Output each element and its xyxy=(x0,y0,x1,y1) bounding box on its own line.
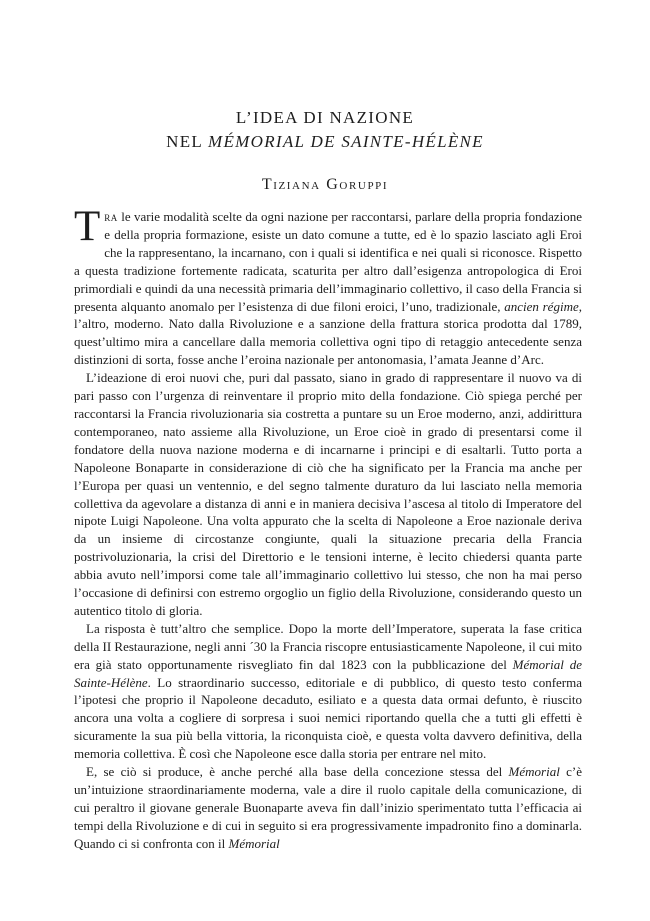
author-name: Tiziana Goruppi xyxy=(261,176,389,193)
paragraph-text: le varie modalità scelte da ogni nazione per raccontarsi, parlare della propria fondazione e della propria formazione, esiste un dato comune a tutte, ed è lo spazio lasciato agli Eroi che la rappresentano, la incarnano, con i quali si identifica e nei quali si riconosce. Rispetto a questa tradizione fortemente radicata, scaturita per altro dall’esigenza antropologica di Eroi primordiali e quindi da una necessità primaria dell’immaginario collettivo, il caso della Francia si presenta alquanto anomalo per l’esistenza di due filoni eroici, l’uno, tradizionale, xyxy=(74,209,582,314)
title-block xyxy=(0,106,650,194)
italic-text: Mémorial de Sainte-Hélène xyxy=(74,656,582,690)
paragraph-text: , l’altro, moderno. Nato dalla Rivoluzione e a sanzione della frattura storica prodotta dal 1789, quest’ultimo mira a cancellare dalla memoria collettiva ogni tipo di retaggio antecedente senza distinzioni di sorta, fosse anche l’eroina nazionale per antonomasia, l’amata Jeanne d’Arc. xyxy=(74,298,582,368)
drop-cap: T xyxy=(74,203,101,250)
paragraph-3 xyxy=(74,620,582,763)
paragraph-text: c’è un’intuizione straordinariamente moderna, vale a dire il ruolo capitale della comunicazione, di cui peraltro il giovane generale Buonaparte aveva fin dall’inizio sperimentato tutta l’efficacia ai tempi della Rivoluzione e di cui in seguito si era progressivamente impadronito fino a dominarla. Quando ci si confronta con il xyxy=(74,764,582,851)
title-line-2-italic: MÉMORIAL DE SAINTE-HÉLÈNE xyxy=(208,132,484,151)
lead-small-caps: ra xyxy=(104,209,118,224)
title-line-2-prefix: NEL xyxy=(166,132,209,151)
paragraph-text: L’ideazione di eroi nuovi che, puri dal passato, siano in grado di rappresentare il nuovo va di pari passo con l’urgenza di reinventare il proprio mito della fondazione. Ciò spiega perché per raccontarsi la Francia rivoluzionaria sia costretta a puntare su un Eroe moderno, anzi, addirittura contemporaneo, nato assieme alla Rivoluzione, un Eroe cioè in grado di presentarsi come il fondatore della nuova nazione moderna e di incarnarne i principi e di esaltarli. Tutto porta a Napoleone Bonaparte in considerazione di ciò che ha significato per la Francia ma anche per l’Europa per quasi un ventennio, e del segno talmente duraturo da lui lasciato nella memoria collettiva da agevolare a distanza di anni e in maniera decisiva l’ascesa al titolo di Imperatore del nipote Luigi Napoleone. Una volta appurato che la scelta di Napoleone a Eroe nazionale deriva da un insieme di circostanze congiunte, quali la situazione precaria della Francia postrivoluzionaria, la crisi del Direttorio e le tensioni interne, è lecito chiedersi quanta parte abbia avuto nell’imporsi come tale all’immaginario collettivo lui stesso, che non ha mai perso l’occasione di definirsi con estremo orgoglio un figlio della Rivoluzione, considerando questo un autentico titolo di gloria. xyxy=(74,370,582,618)
title-line-2 xyxy=(0,130,650,154)
paragraph-text: E, se ciò si produce, è anche perché alla base della concezione stessa del xyxy=(86,764,509,780)
italic-text: Mémorial xyxy=(508,764,560,780)
paragraph-text: La risposta è tutt’altro che semplice. Dopo la morte dell’Imperatore, superata la fase critica della II Restaurazione, negli anni ´30 la Francia riscopre entusiasticamente Napoleone, il cui mito era già stato opportunamente risvegliato fin dal 1823 con la pubblicazione del xyxy=(74,620,582,672)
paragraph-text: . Lo straordinario successo, editoriale e di pubblico, di questo testo conferma l’ipotesi che proprio il Napoleone decaduto, esiliato e a questa data ormai defunto, è riuscito ancora una volta a cogliere di sorpresa i suoi nemici riportando quella che a tutti gli effetti è sicuramente la sua più bella vittoria, la riconquista cioè, e questa volta davvero definitiva, della memoria collettiva. È così che Napoleone esce dalla storia per entrare nel mito. xyxy=(74,674,582,762)
italic-text: Mémorial xyxy=(228,835,280,851)
title-line-1: L’IDEA DI NAZIONE xyxy=(235,108,415,127)
paragraph-1 xyxy=(74,203,582,369)
body-text xyxy=(74,203,582,853)
italic-text: ancien régime xyxy=(504,298,579,314)
paragraph-2 xyxy=(74,369,582,620)
paragraph-4 xyxy=(74,763,582,853)
